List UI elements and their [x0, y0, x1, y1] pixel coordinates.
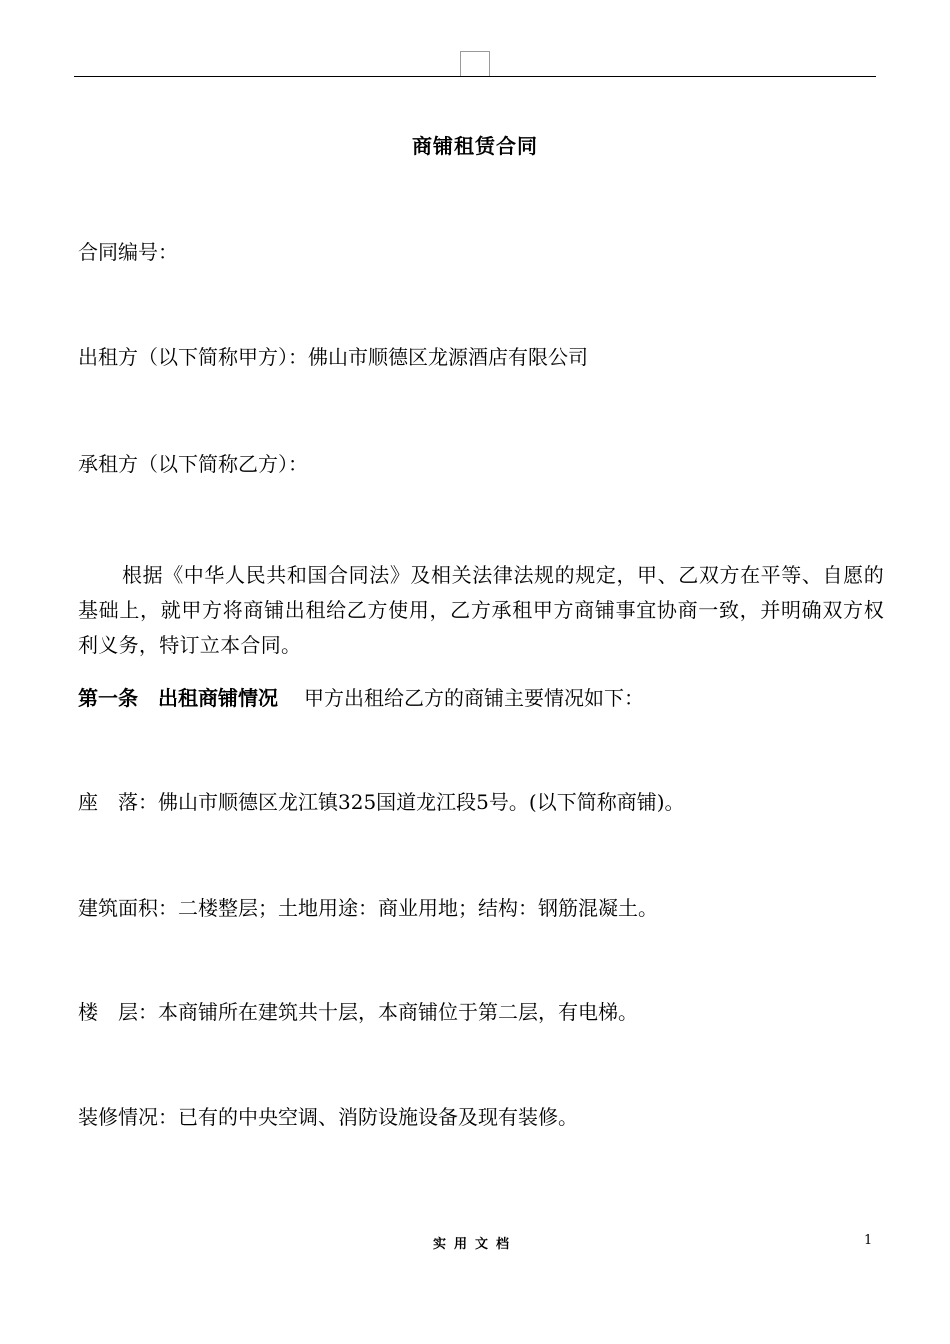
article-1-text: 甲方出租给乙方的商铺主要情况如下：	[304, 686, 644, 710]
floor-line: 楼 层：本商铺所在建筑共十层，本商铺位于第二层，有电梯。	[78, 1000, 638, 1024]
page-number: 1	[864, 1233, 873, 1248]
document-title: 商铺租赁合同	[412, 134, 538, 158]
area-line: 建筑面积：二楼整层；土地用途：商业用地；结构：钢筋混凝土。	[78, 896, 658, 920]
contract-number-label: 合同编号：	[78, 240, 178, 264]
header-rule	[74, 76, 876, 77]
location-line: 座 落：佛山市顺德区龙江镇325国道龙江段5号。(以下简称商铺)。	[78, 790, 685, 814]
article-1	[78, 686, 644, 710]
preamble-paragraph: 根据《中华人民共和国合同法》及相关法律法规的规定，甲、乙双方在平等、自愿的基础上，就甲方将商铺出租给乙方使用，乙方承租甲方商铺事宜协商一致，并明确双方权利义务，特订立本合同。	[78, 563, 884, 657]
header-tab-box	[460, 51, 490, 77]
lessor-line: 出租方（以下简称甲方）：佛山市顺德区龙源酒店有限公司	[78, 345, 588, 369]
decoration-line: 装修情况：已有的中央空调、消防设施设备及现有装修。	[78, 1105, 578, 1129]
lessee-line: 承租方（以下简称乙方）：	[78, 452, 308, 476]
footer-label: 实用文档	[432, 1237, 517, 1252]
article-1-heading: 第一条 出租商铺情况	[78, 686, 278, 710]
